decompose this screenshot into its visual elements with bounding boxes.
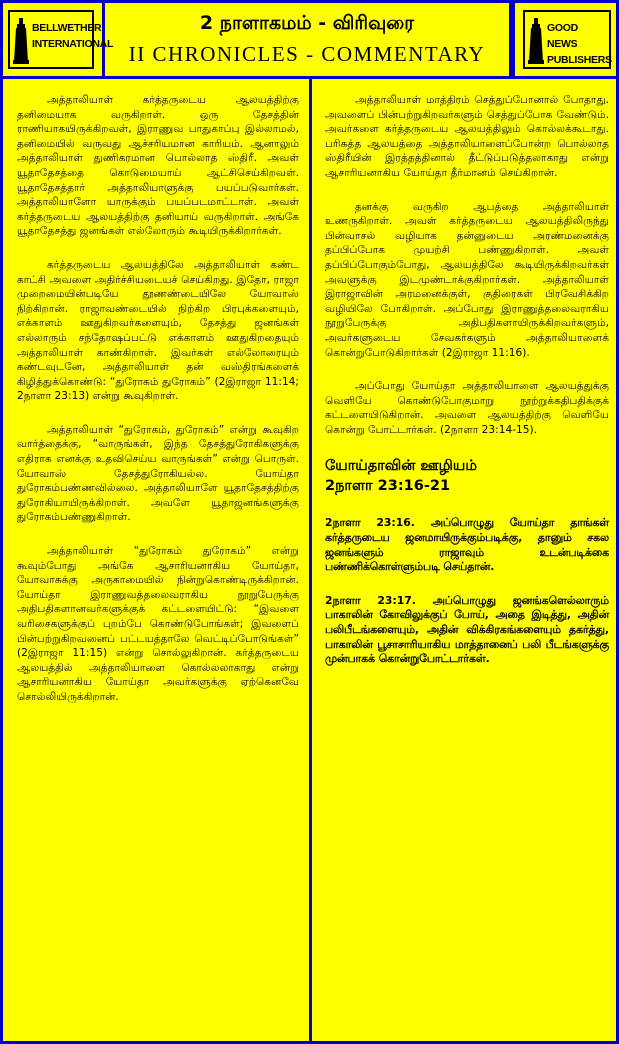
left-column-text: [17, 93, 299, 724]
left-paragraph-1: அத்தாலியாள் கர்த்தருடைய ஆலயத்திற்கு தனிமையாக வருகிறாள். ஒரு தேசத்தின் ராணியாகயிருக்கிறவள், இராணுவ பாதுகாப்பு இல்லாமல், தனிமையில் வருவது ஆச்சரியமான காரியம். ஆனாலும் அத்தாலியாள் துணிகரமான பொல்லாத ஸ்திரீ. அவள் யூதாதேசத்தை கொடுமையாய் ஆட்சிசெய்கிறவள். யூதாதேசத்தார் அத்தாலியாளுக்கு பயப்படுவார்கள். அத்தாலியாளோ யாருக்கும் பயப்படமாட்டாள். அவள் கர்த்தருடைய ஆலயத்திற்கு தனியாய் வருகிறாள். அங்கே யூதாதேசத்து ஜனங்கள் எல்லோரும் கூடியிருக்கிறார்கள்.: [17, 94, 299, 238]
right-column-text: [325, 93, 609, 686]
good-news-mark-icon: [528, 16, 544, 64]
right-paragraph-1: அத்தாலியாள் மாத்திரம் செத்துப்போனால் போதாது. அவளைப் பின்பற்றுகிறவர்களும் செத்துப்போக வேண்டும். அவர்களை கர்த்தருடைய ஆலயத்திலும் கொல்லக்கூடாது. பரிசுத்த ஆலயத்தை அத்தாலியாளைப்போன்ற பொல்லாத ஸ்திரீயின் இரத்தத்தினால் தீட்டுப்படுத்தலாகாது என்று ஆசாரியனாகிய யோய்தா தீர்மானம் செய்கிறான்.: [325, 94, 609, 179]
left-paragraph-3: அத்தாலியாள் “துரோகம், துரோகம்” என்று கூவுகிற வார்த்தைக்கு, “வாருங்கள், இந்த தேசத்துரோகிகளுக்கு எதிராக எனக்கு உதவிசெய்ய வாருங்கள்” என்று பொருள். யோவாஸ் தேசத்துரோகியல்ல. யோய்தா துரோகம்பண்ணவில்லை. அத்தாலியாளே யூதாதேசத்திற்கு துரோகியாயிருக்கிறாள். அவளே யூதாஜனங்களுக்கு துரோகம்பண்ணுகிறாள்.: [17, 423, 299, 524]
title-box: [105, 0, 512, 79]
good-news-logo-line-1: GOOD NEWS: [547, 22, 578, 50]
left-column: [0, 79, 312, 1041]
right-paragraph-2: தனக்கு வருகிற ஆபத்தை அத்தாலியாள் உணருகிறாள். அவள் கர்த்தருடைய ஆலயத்திலிருந்து பின்வாசல் வழியாக தன்னுடைய அரண்மனைக்கு தப்பிப்போக முயற்சி பண்ணுகிறாள். அவள் தப்பிப்போகும்போது, ஆலயத்திலே கூடியிருக்கிறவர்கள் அவளுக்கு இடமுண்டாக்குகிறார்கள். அத்தாலியாள் இராஜாவின் அரமனைக்குள், குதிரைகள் பிரவேசிக்கிற வழியிலே போகிறாள். அப்போது இராணுத்தலைவராகிய நூறுபேருக்கு அதிபதிகளாயிருக்கிறவர்களும், அவர்களுடைய சேவகர்களும் அத்தாலியாளைக் கொன்றுபோடுகிறார்கள் (2இராஜா 11:16).: [325, 200, 609, 359]
bellwether-mark-icon: [13, 16, 29, 64]
right-paragraph-3: அப்போது யோய்தா அத்தாலியாளை ஆலயத்துக்கு வெளியே கொண்டுபோகுமாறு நூற்றுக்கதிபதிக்குக் கட்டளையிடுகிறான். அவளை ஆலயத்திற்கு வெளியே கொன்று போட்டார்கள். (2நாளா 23:14-15).: [325, 380, 609, 436]
good-news-logo: [512, 0, 619, 79]
bellwether-logo-line-1: BELLWETHER: [32, 22, 102, 34]
good-news-logo-line-2: PUBLISHERS: [547, 54, 612, 66]
bellwether-logo-line-2: INTERNATIONAL: [32, 38, 114, 50]
right-column: [312, 79, 619, 1041]
section-title-line-2: 2நாளா 23:16-21: [325, 478, 451, 495]
left-paragraph-2: கர்த்தருடைய ஆலயத்திலே அத்தாலியாள் கண்ட காட்சி அவளை அதிர்ச்சியடையச் செய்கிறது. இதோ, ராஜா முறைமையின்படியே தூணண்டையிலே யோவாஸ் நிற்கிறான். ராஜாவண்டையில் நிற்கிற பிரபுக்களையும், எக்காளம் ஊதுகிறவர்களையும், தேசத்து ஜனங்கள் எல்லாரும் சந்தோஷப்பட்டு எக்காளம் ஊதுகிறதையும் அத்தாலியாள் காண்கிறாள். இவர்கள் எல்லோரையும் கண்டவுடனே, அத்தாலியாள் தன் வஸ்திரங்களைக் கிழித்துக்கொண்டு: “துரோகம் துரோகம்” (2இராஜா 11:14; 2நாளா 23:13) என்று கூவுகிறாள்.: [17, 258, 299, 403]
bellwether-logo: [0, 0, 114, 79]
verse-23-17: 2நாளா 23:17. அப்பொழுது ஜனங்களெல்லாரும் பாகாலின் கோவிலுக்குப் போய், அதை இடித்து, அதின் பலிபீடங்களையும், அதின் விக்கிரகங்களையும் தகர்த்து, பாகாலின் பூசாசாரியாகிய மாத்தானைப் பலி பீடங்களுக்கு முன்பாகக் கொன்றுபோட்டார்கள்.: [325, 593, 609, 666]
verse-23-16: 2நாளா 23:16. அப்பொழுது யோய்தா தாங்கள் கர்த்தருடைய ஜனமாயிருக்கும்படிக்கு, தானும் சகல ஜனங்களும் ராஜாவும் உடன்படிக்கை பண்ணிக்கொள்ளும்படி செய்தான்.: [325, 516, 609, 574]
good-news-logo-box: [523, 10, 611, 69]
section-title: [325, 456, 609, 496]
title-tamil: 2 நாளாகமம் - விரிவுரை: [199, 12, 415, 34]
title-english: II CHRONICLES - COMMENTARY: [128, 42, 486, 66]
left-paragraph-4: அத்தாலியாள் “துரோகம் துரோகம்” என்று கூவும்போது அங்கே ஆசாரியனாகிய யோய்தா, யோவாசுக்கு அருகாமையில் நின்றுகொண்டிருக்கிறான். யோய்தா இராணுவத்தலைவராகிய நூறுபேருக்கு அதிபதிகளானவர்களுக்குக் கட்டளையிட்டு: “இவளை வரிசைகளுக்குப் புறம்பே கொண்டுபோங்கள்; இவளைப் பின்பற்றுகிறவனைப் பட்டயத்தாலே வெட்டிப்போடுங்கள்” (2இராஜா 11:15) என்று சொல்லுகிறான். கர்த்தருடைய ஆலயத்தில் அத்தாலியாளை கொல்லலாகாது என்று ஆசாரியனாகிய யோய்தா அவர்களுக்கு ஏற்கெனவே சொல்லியிருக்கிறான்.: [17, 545, 299, 703]
bellwether-logo-text: [32, 20, 114, 52]
good-news-logo-text: [547, 20, 612, 68]
bellwether-logo-box: [8, 10, 114, 69]
section-title-line-1: யோய்தாவின் ஊழியம்: [325, 458, 477, 475]
page-header: [0, 0, 619, 79]
